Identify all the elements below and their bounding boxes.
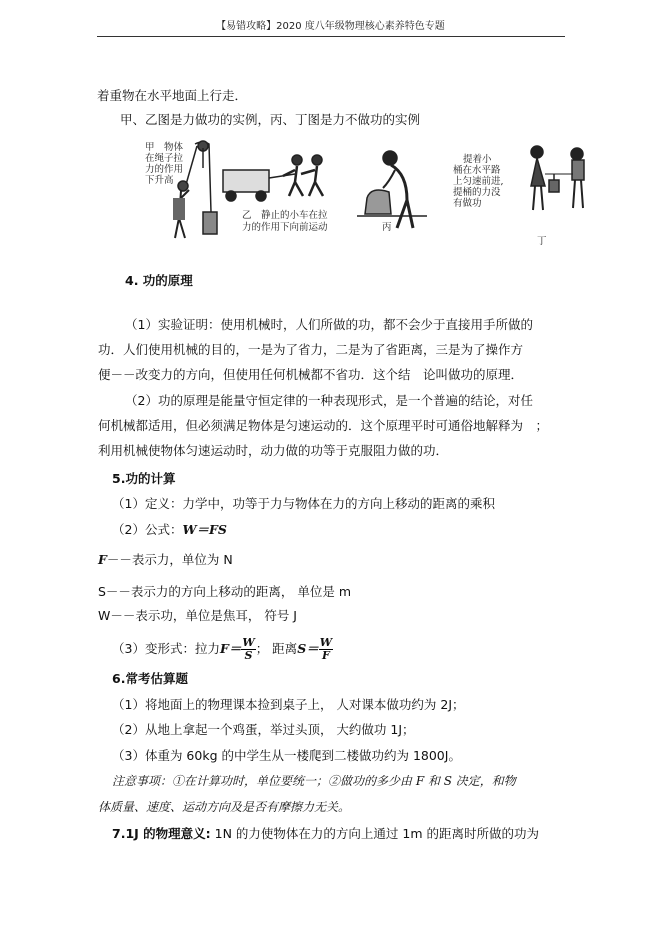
text-line: 便－－改变力的方向，但使用任何机械都不省功．这个结 论叫做功的原理．	[98, 367, 524, 382]
text-line: 甲、乙图是力做功的实例，丙、丁图是力不做功的实例	[120, 112, 421, 127]
caption-ding-text: 提桶的力没	[453, 187, 501, 198]
text-line: S－－表示力的方向上移动的距离， 单位是 m	[98, 584, 352, 599]
caption-jia-line: 甲 物体	[145, 142, 184, 153]
caption-bing: 丙	[382, 222, 392, 233]
text-line: （2）功的原理是能量守恒定律的一种表现形式，是一个普遍的结论，对任	[125, 393, 533, 408]
work-formula: W＝FS	[182, 522, 227, 537]
fraction-denominator: S	[244, 649, 253, 662]
page-header: 【易错攻略】2020 度八年级物理核心素养特色专题	[216, 21, 445, 32]
caption-ding-text: 桶在水平路	[453, 165, 501, 176]
force-symbol: F	[98, 552, 107, 567]
fraction-numerator: W	[319, 636, 333, 649]
variant-s: S＝	[297, 641, 319, 656]
joule-heading: 7.1J 的物理意义:	[112, 826, 211, 841]
force-desc: －－表示力，单位为 N	[106, 552, 233, 567]
work-examples-drawing	[145, 138, 600, 254]
section-heading: 6.常考估算题	[112, 671, 188, 686]
caption-jia-line: 力的作用	[145, 164, 184, 175]
caption-yi-line: 力的作用下向前运动	[242, 222, 328, 233]
variant-formula-line	[112, 634, 333, 664]
text-line: （1）定义：力学中，功等于力与物体在力的方向上移动的距离的乘积	[112, 496, 495, 511]
work-examples-illustration	[145, 138, 600, 254]
fraction-w-over-s	[241, 637, 255, 662]
fraction-numerator: W	[242, 636, 255, 649]
text-line: （1）实验证明：使用机械时，人们所做的功，都不会少于直接用手所做的	[125, 317, 533, 332]
fraction-denominator: F	[321, 649, 330, 662]
formula-line	[112, 522, 227, 538]
text-line: （2）从地上拿起一个鸡蛋，举过头顶， 大约做功 1J；	[112, 722, 415, 737]
text-line: 功．人们使用机械的目的，一是为了省力，二是为了省距离，三是为了操作方	[98, 342, 524, 357]
joule-text: 1N 的力使物体在力的方向上通过 1m 的距离时所做的功为	[210, 826, 539, 841]
header-rule	[97, 36, 565, 37]
text-line: 何机械都适用，但必须满足物体是匀速运动的．这个原理平时可通俗地解释为 ；	[98, 418, 549, 433]
text-line: （1）将地面上的物理课本捡到桌子上， 人对课本做功约为 2J；	[112, 697, 465, 712]
variant-f: F＝	[219, 641, 242, 656]
caption-ding-text: 上匀速前进,	[453, 176, 504, 187]
formula-label: （2）公式：	[112, 522, 183, 537]
section-heading: 5.功的计算	[112, 471, 176, 486]
section-heading: 4. 功的原理	[125, 273, 193, 288]
variant-label: （3）变形式：拉力	[112, 641, 220, 656]
figure-bing-person	[357, 151, 427, 228]
text-line: 利用机械使物体匀速运动时，动力做的功等于克服阻力做的功．	[98, 443, 449, 458]
caption-yi-line: 乙 静止的小车在拉	[242, 210, 328, 221]
fraction-w-over-f	[319, 637, 333, 662]
joule-meaning-line	[112, 826, 539, 842]
figure-ding-kids	[531, 146, 584, 210]
caption-ding-text: 提着小	[463, 154, 492, 165]
definition-line	[98, 552, 233, 568]
text-line: 着重物在水平地面上行走．	[97, 88, 248, 103]
note-line: 体质量、速度、运动方向及是否有摩擦力无关。	[98, 800, 351, 814]
figure-yi-cart	[223, 155, 323, 201]
caption-jia-line: 在绳子拉	[145, 153, 184, 164]
text-line: W－－表示功，单位是焦耳， 符号 J	[98, 608, 297, 623]
caption-ding: 丁	[537, 236, 547, 247]
caption-ding-text: 有做功	[453, 198, 482, 209]
variant-sep: ； 距离	[255, 641, 298, 656]
note-line: 注意事项：①在计算功时，单位要统一；②做功的多少由 F 和 S 决定，和物	[112, 774, 516, 788]
text-line: （3）体重为 60kg 的中学生从一楼爬到二楼做功约为 1800J。	[112, 748, 461, 763]
caption-jia-line: 下升高	[145, 175, 174, 186]
